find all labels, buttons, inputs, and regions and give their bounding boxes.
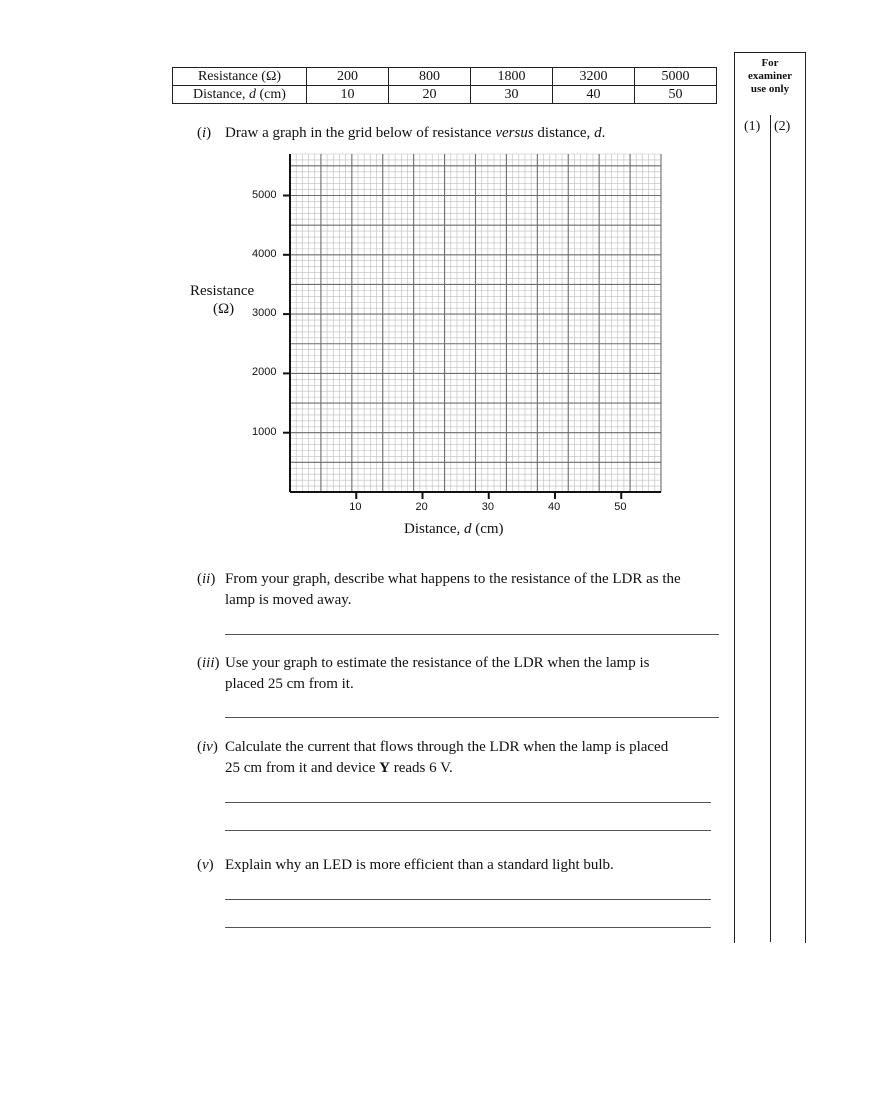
x-axis-title: Distance, d (cm)	[404, 521, 504, 537]
question-ii: (ii) From your graph, describe what happens to the resistance of the LDR as the lamp is moved away.	[197, 571, 681, 608]
x-tick-label: 40	[548, 501, 561, 513]
graph-grid[interactable]	[180, 148, 680, 543]
y-tick-label: 2000	[252, 366, 277, 379]
table-cell: 3200	[553, 68, 635, 86]
answer-line[interactable]	[225, 802, 711, 803]
row-header-resistance: Resistance (Ω)	[173, 68, 307, 86]
answer-line[interactable]	[225, 717, 719, 718]
table-cell: 10	[307, 86, 389, 104]
y-axis-unit: (Ω)	[213, 301, 235, 317]
table-cell: 200	[307, 68, 389, 86]
y-axis-title: Resistance	[190, 283, 255, 299]
mark-2: (2)	[774, 119, 791, 134]
x-tick-label: 50	[614, 501, 627, 513]
x-tick-label: 10	[349, 501, 362, 513]
table-cell: 30	[471, 86, 553, 104]
table-cell: 20	[389, 86, 471, 104]
x-tick-label: 30	[481, 501, 494, 513]
examiner-heading: For examiner use only	[748, 57, 792, 95]
answer-line[interactable]	[225, 830, 711, 831]
y-tick-label: 4000	[252, 247, 277, 260]
table-cell: 50	[635, 86, 717, 104]
question-v: (v) Explain why an LED is more efficient than a standard light bulb.	[197, 857, 614, 873]
question-iii: (iii) Use your graph to estimate the resistance of the LDR when the lamp is placed 25 cm from it.	[197, 655, 650, 692]
question-i: (i) Draw a graph in the grid below of resistance versus distance, d.	[197, 125, 606, 141]
answer-line[interactable]	[225, 927, 711, 928]
table-cell: 1800	[471, 68, 553, 86]
examiner-divider	[770, 115, 771, 942]
mark-1: (1)	[744, 119, 761, 134]
row-header-distance: Distance, d (cm)	[173, 86, 307, 104]
y-tick-label: 5000	[252, 188, 277, 201]
x-tick-label: 20	[415, 501, 428, 513]
table-row-distance	[173, 86, 717, 104]
y-tick-label: 3000	[252, 307, 277, 320]
table-row-resistance	[173, 68, 717, 86]
y-tick-label: 1000	[252, 425, 277, 438]
answer-line[interactable]	[225, 634, 719, 635]
data-table	[172, 67, 717, 104]
table-cell: 40	[553, 86, 635, 104]
question-iv: (iv) Calculate the current that flows through the LDR when the lamp is placed 25 cm from it and device Y reads 6 V.	[197, 739, 669, 776]
answer-line[interactable]	[225, 899, 711, 900]
graph-ticks	[283, 196, 621, 499]
table-cell: 5000	[635, 68, 717, 86]
table-cell: 800	[389, 68, 471, 86]
